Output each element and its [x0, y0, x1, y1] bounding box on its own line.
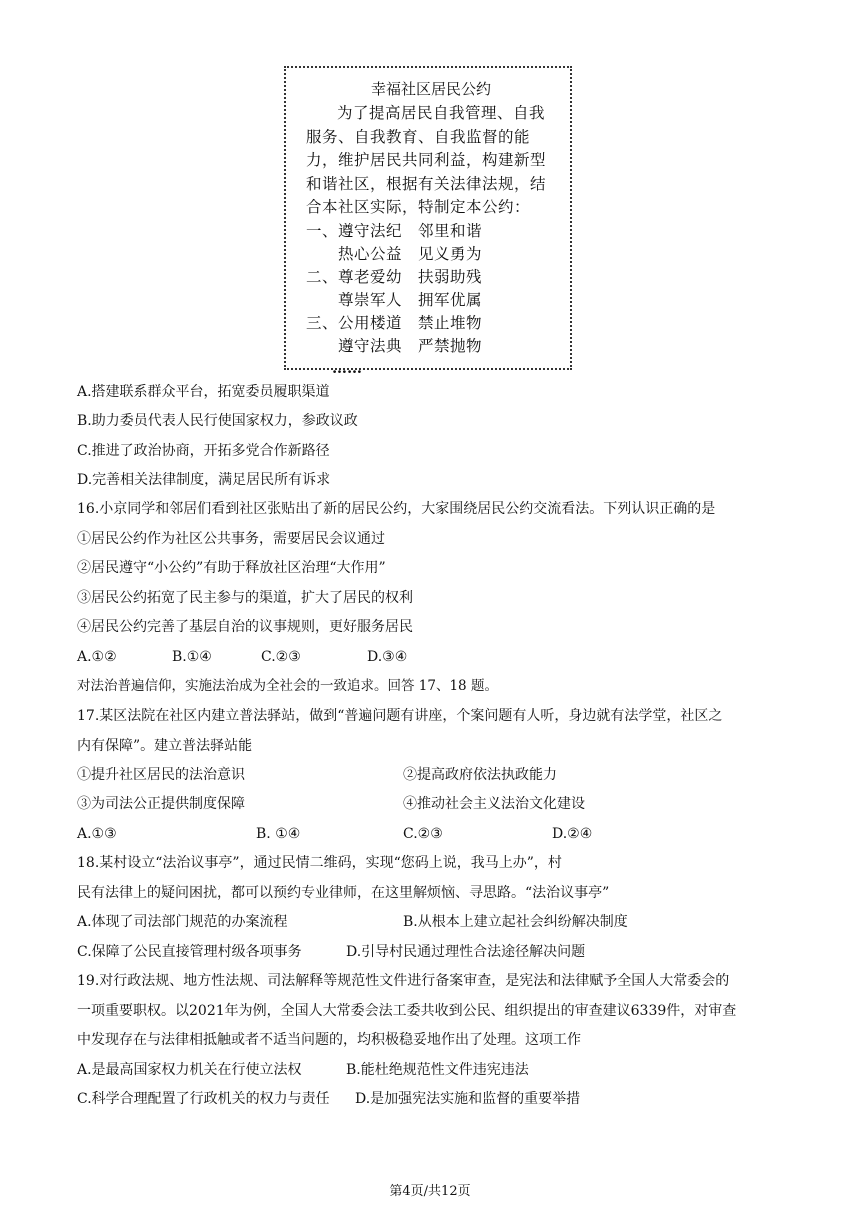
notice-title: 幸福社区居民公约: [370, 80, 491, 98]
q17-statement: ②提高政府依法执政能力: [403, 767, 557, 783]
q16-option-d: D.③④: [367, 649, 408, 665]
notice-item: 一、遵守法纪 邻里和谐: [306, 221, 483, 240]
q19-stem-line2: 一项重要职权。以2021年为例，全国人大常委会法工委共收到公民、组织提出的审查建议6339件，对审查: [77, 1003, 737, 1019]
q18-option-d: D.引导村民通过理性合法途径解决问题: [346, 944, 586, 960]
q16-statement: ①居民公约作为社区公共事务，需要居民会议通过: [77, 531, 385, 547]
notice-item: 三、公用楼道 禁止堆物: [306, 313, 483, 332]
q18-option-c: C.保障了公民直接管理村级各项事务: [77, 944, 302, 960]
intro-17-18: 对法治普遍信仰，实施法治成为全社会的一致追求。回答 17、18 题。: [77, 678, 498, 694]
q15-option-c: C.推进了政治协商，开拓多党合作新路径: [77, 443, 330, 459]
notice-item: 热心公益 见义勇为: [306, 244, 483, 263]
notice-item: 二、尊老爱幼 扶弱助残: [306, 267, 483, 286]
q17-stem-line2: 内有保障”。建立普法驿站能: [77, 738, 253, 754]
q16-option-b: B.①④: [172, 649, 212, 665]
page-number: 第4页/共12页: [389, 1184, 471, 1199]
q17-statement: ①提升社区居民的法治意识: [77, 767, 245, 783]
q17-statement: ④推动社会主义法治文化建设: [403, 796, 585, 812]
q18-option-a: A.体现了司法部门规范的办案流程: [77, 914, 288, 930]
q17-statement: ③为司法公正提供制度保障: [77, 796, 245, 812]
q15-option-b: B.助力委员代表人民行使国家权力，参政议政: [77, 413, 358, 429]
q17-option-a: A.①③: [77, 826, 117, 842]
q17-option-c: C.②③: [403, 826, 443, 842]
q15-option-a: A.搭建联系群众平台，拓宽委员履职渠道: [77, 384, 330, 400]
notice-paragraph: 为了提高居民自我管理、自我服务、自我教育、自我监督的能力，维护居民共同利益，构建新型和谐社区，根据有关法律法规，结合本社区实际，特制定本公约：: [306, 104, 547, 216]
community-convention-notice: [284, 66, 572, 377]
q19-option-a: A.是最高国家权力机关在行使立法权: [77, 1062, 302, 1078]
q17-stem-line1: 17.某区法院在社区内建立普法驿站，做到“普遍问题有讲座，个案问题有人听，身边就有法学堂，社区之: [77, 708, 723, 724]
q16-option-a: A.①②: [77, 649, 117, 665]
q19-option-b: B.能杜绝规范性文件违宪违法: [346, 1062, 529, 1078]
q19-stem-line3: 中发现存在与法律相抵触或者不适当问题的，均积极稳妥地作出了处理。这项工作: [77, 1032, 581, 1048]
q19-option-d: D.是加强宪法实施和监督的重要举措: [355, 1091, 581, 1107]
q16-statement: ②居民遵守“小公约”有助于释放社区治理“大作用”: [77, 560, 386, 576]
q16-option-c: C.②③: [261, 649, 301, 665]
q18-stem-line1: 18.某村设立“法治议事亭”，通过民情二维码，实现“您码上说，我马上办”，村: [77, 855, 562, 871]
q18-option-b: B.从根本上建立起社会纠纷解决制度: [403, 914, 628, 930]
notice-item: 尊崇军人 拥军优属: [306, 290, 483, 309]
q19-stem-line1: 19.对行政法规、地方性法规、司法解释等规范性文件进行备案审查，是宪法和法律赋予全国人大常委会的: [77, 973, 730, 989]
q17-option-b: B. ①④: [256, 826, 301, 842]
q17-option-d: D.②④: [552, 826, 593, 842]
q19-option-c: C.科学合理配置了行政机关的权力与责任: [77, 1091, 330, 1107]
q16-statement: ③居民公约拓宽了民主参与的渠道，扩大了居民的权利: [77, 590, 413, 606]
q15-option-d: D.完善相关法律制度，满足居民所有诉求: [77, 472, 331, 488]
notice-item: 遵守法典 严禁抛物: [306, 336, 483, 355]
q16-statement: ④居民公约完善了基层自治的议事规则，更好服务居民: [77, 619, 413, 635]
q18-stem-line2: 民有法律上的疑问困扰，都可以预约专业律师，在这里解烦恼、寻思路。“法治议事亭”: [77, 885, 610, 901]
q16-stem: 16.小京同学和邻居们看到社区张贴出了新的居民公约，大家围绕居民公约交流看法。下列认识正确的是: [77, 501, 716, 517]
notice-ellipsis: ……: [332, 358, 362, 377]
